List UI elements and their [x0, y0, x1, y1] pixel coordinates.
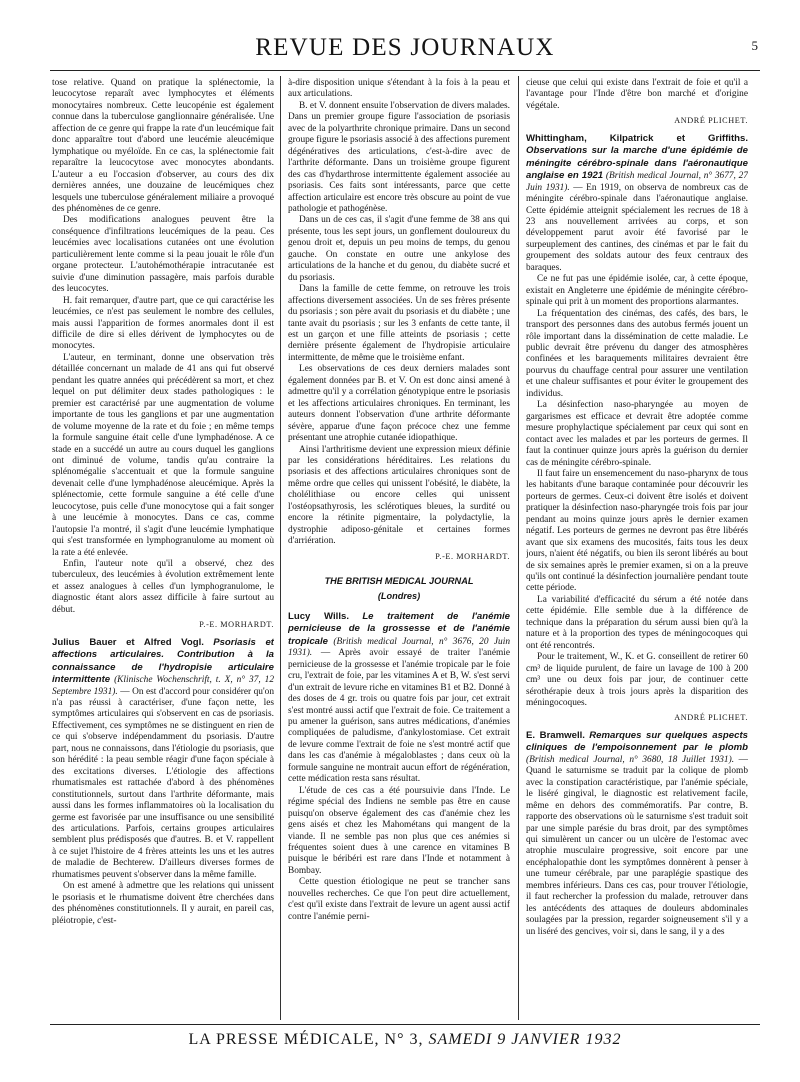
footer-publication: LA PRESSE MÉDICALE, N° 3,	[188, 1031, 424, 1048]
running-title: REVUE DES JOURNAUX	[255, 34, 555, 61]
article-authors: E. Bramwell.	[526, 729, 585, 741]
column-1	[52, 78, 274, 1020]
paragraph: La fréquentation des cinémas, des cafés, des bars, le transport des personnes dans des autobus fermés jouent un rôle important dans la dissémination de cette maladie. Le public devrait être prévenu du danger des atmosphères confinées et les baraquements militaires devraient être pourvus du chauffage central pour assurer une ventilation et une chaleur suffisantes et pour éviter le groupement des individus.	[526, 308, 748, 399]
paragraph: tose relative. Quand on pratique la splénectomie, la leucocytose reparaît avec lymphocytes et éléments monocytaires nombreux. Cette leucopénie est également connue dans la tuberculose ganglionnaire généralisée. Une affection de ce genre qui frappe la rate d'un leucémique fait donc apparaître tout d'abord une leucémie aleucémique lymphatique ou myéloïde. En ce cas, la splénectomie fait reparaître la leucocytose avec monocytes abondants. L'auteur a eu l'occasion d'observer, au cours des dix dernières années, une douzaine de leucémiques chez lesquels une tuberculose généralement miliaire a provoqué des phénomènes de ce genre.	[52, 78, 274, 214]
paragraph: La désinfection naso-pharyngée au moyen de gargarismes est efficace et devrait être adoptée comme mesure prophylactique spécialement par ceux qui sont en contact avec les malades et par les porteurs de germes. Il faut la continuer quinze jours après la guérison du dernier cas de méningite cérébro-spinale.	[526, 400, 748, 468]
article-heading	[526, 133, 748, 274]
paragraph: — On est d'accord pour considérer qu'on n'a pas réussi à caractériser, d'une façon nette, les symptômes articulaires qui s'observent en cas de psoriasis. Effectivement, ces symptômes ne se distinguent en rien de ce qui s'observe indépendamment du psoriasis. D'autre part, nous ne connaissons, dans l'étiologie du psoriasis, que son hérédité : la peau semble réagir d'une façon spéciale à des excitations diverses. L'étiologie des affections rhumatismales est rattachée d'abord à des phénomènes constitutionnels, surtout dans l'arthrite déformante, mais aussi dans les formes inflammatoires où la localisation du germe est favorisée par une insuffisance ou une sensibilité des articulations. Parfois, certains groupes articulaires semblent plus prédisposés que d'autres. B. et V. rappellent à ce sujet l'histoire de 4 frères atteints les uns et les autres de maladie de Bechterew. D'ailleurs diverses formes de rhumatismes peuvent s'observer dans la même famille.	[52, 686, 274, 880]
paragraph: Ce ne fut pas une épidémie isolée, car, à cette époque, existait en Angleterre une épidémie de méningite cérébro-spinale qui prit à un moment des proportions alarmantes.	[526, 274, 748, 308]
article-heading	[288, 611, 510, 786]
article-title: Remarques sur quelques aspects cliniques de l'empoisonnement par le plomb	[526, 729, 748, 754]
paragraph: L'étude de ces cas a été poursuivie dans l'Inde. Le régime spécial des Indiens ne semble pas être en cause puisqu'on observe également des cas d'anémie chez les gens aisés et chez les Mahométans qui mangent de la viande. Il ne semble pas non plus que ces anémies si fréquentes soient dues à une carence en vitamines B puisque le béribéri est rare dans l'Inde et notamment à Bombay.	[288, 785, 510, 876]
paragraph: Pour le traitement, W., K. et G. conseillent de retirer 60 cm³ de liquide purulent, de faire un lavage de 100 à 200 cm³ une ou deux fois par jour, de continuer cette sérothérapie deux à trois jours après la disparition des méningocoques.	[526, 652, 748, 709]
paragraph: Des modifications analogues peuvent être la conséquence d'infiltrations leucémiques de la peau. Ces leucémies avec localisations cutanées ont une évolution particulièrement lente comme si la peau jouait le rôle d'un organe protecteur. L'autohémothérapie intracutanée est suivie d'une diminution passagère, mais parfois durable des leucocytes.	[52, 215, 274, 295]
author-signature: ANDRÉ PLICHET.	[674, 116, 748, 126]
paragraph: — Quand le saturnisme se traduit par la colique de plomb avec la constipation caractéristique, par l'anémie spéciale, le liséré gingival, le diagnostic est relativement facile, même en dehors des commémoratifs. Par contre, B. rapporte des observations où le saturnisme s'est traduit soit par une simple parésie du bras droit, par des symptômes qui simulèrent un cancer ou un ulcère de l'estomac avec atrophie musculaire progressive, soit encore par une encéphalopathie dont les symptômes donnèrent à penser à une tumeur cérébrale, par une paraplégie spastique des membres inférieurs. Dans ces cas, pour trouver l'étiologie, il faut rechercher la profession du malade, retrouver dans les antécédents des attaques de douleurs abdominales soulagées par la pression, regarder soigneusement s'il y a un liséré des gencives, voir si, dans le sang, il y a des	[526, 754, 748, 937]
paragraph: Dans la famille de cette femme, on retrouve les trois affections diversement associées. Un de ses frères présente du psoriasis ; son père avait du psoriasis et du diabète ; une tante avait du psoriasis ; sur les 3 enfants de cette tante, il est un garçon et une fille atteints de psoriasis ; cette dernière présente également de l'hydropisie articulaire intermittente, de même que le troisième enfant.	[288, 284, 510, 363]
page-header	[50, 30, 760, 71]
paragraph: — En 1919, on observa de nombreux cas de méningite cérébro-spinale dans l'aéronautique anglaise. Cette épidémie atteignit spécialement les recrues de 18 à 23 ans nouvellement arrivées au corps, et son développement parut avoir été favorisé par le surpeuplement des cantines, des cinémas et par le fait du groupement des soldats autour des feux centraux des baraques.	[526, 182, 748, 273]
paragraph: à-dire disposition unique s'étendant à la fois à la peau et aux articulations.	[288, 78, 510, 100]
article-authors: Lucy Wills.	[288, 610, 349, 622]
author-signature: P.-E. MORHARDT.	[199, 620, 274, 630]
paragraph: Ainsi l'arthritisme devient une expression mieux définie par les considérations héréditaires. Les relations du psoriasis et des affections articulaires chroniques sont de même ordre que celles qui unissent l'obésité, le diabète, la cholélithiase ou encore celles qui unissent l'ostéopsathyrosis, les sclérotiques bleues, la surdité ou encore la rétinite pigmentaire, la polydactylie, la dystrophie adiposo-génitale et certaines formes d'arriération.	[288, 444, 510, 547]
page-number: 5	[751, 38, 758, 53]
article-title: Psoriasis et affections articulaires. Contribution à la connaissance de l'hydropisie articulaire intermittente	[52, 636, 274, 686]
paragraph: Enfin, l'auteur note qu'il a observé, chez des tuberculeux, des leucémies à évolution extrêmement lente et assez analogues à celles d'un lymphogranulome, le diagnostic étant alors assez difficile à faire surtout au début.	[52, 559, 274, 615]
article-heading	[52, 637, 274, 882]
footer-date: SAMEDI 9 JANVIER 1932	[428, 1031, 622, 1048]
paragraph: On est amené à admettre que les relations qui unissent le psoriasis et le rhumatisme doivent être cherchées dans des phénomènes constitutionnels. Il y aurait, en pareil cas, pléiotropie, c'est-	[52, 881, 274, 926]
paragraph: cieuse que celui qui existe dans l'extrait de foie et qu'il a l'avantage pour l'Inde d'être bon marché et d'origine végétale.	[526, 78, 748, 111]
article-heading	[526, 730, 748, 938]
article-reference: (British medical Journal, n° 3676, 20 Juin 1931).	[288, 636, 510, 659]
journal-section-city: (Londres)	[377, 591, 421, 602]
author-signature: P.-E. MORHARDT.	[435, 551, 510, 561]
journal-section-title: THE BRITISH MEDICAL JOURNAL	[324, 576, 474, 587]
article-authors: Julius Bauer et Alfred Vogl.	[52, 636, 204, 648]
author-signature: ANDRÉ PLICHET.	[674, 713, 748, 723]
article-reference: (British medical Journal, n° 3680, 18 Juillet 1931).	[526, 754, 735, 765]
paragraph: H. fait remarquer, d'autre part, que ce qui caractérise les leucémies, ce n'est pas seulement le nombre des cellules, mais aussi l'apparition de formes anormales dont il est difficile de dire si elles dérivent de lymphocytes ou de monocytes.	[52, 295, 274, 352]
article-title: Le traitement de l'anémie pernicieuse de la grossesse et de l'anémie tropicale	[288, 610, 510, 647]
article-authors: Whittingham, Kilpatrick et Griffiths.	[526, 132, 748, 144]
paragraph: L'auteur, en terminant, donne une observation très détaillée concernant un malade de 41 ans qui fut observé pendant les quatre années qui précédèrent sa mort, et chez lequel on put délimiter deux stades pathologiques : le premier est caractérisé par une augmentation de volume importante de tous les ganglions et par une augmentation de volume moyenne de la rate et du foie ; en même temps la formule sanguine était celle d'une lymphadénose. A ce stade en a succédé un autre au cours duquel les ganglions ont diminué de volume, tandis qu'au contraire la splénomégalie s'accentuait et que la formule sanguine devenait celle d'une lymphadénose aleucémique. Après la splénectomie, cette formule sanguine a été celle d'une leucocytose, puis celle d'une monocytose qui a fait songer à une leucémie à monocytes. Dans ce cas, comme l'autopsie l'a montré, il s'agit d'une leucémie lymphatique qui s'est transformée en lymphogranulome au moment où la rate a été enlevée.	[52, 352, 274, 558]
column-rule	[518, 76, 519, 1020]
column-rule	[280, 76, 281, 1020]
paragraph: La variabilité d'efficacité du sérum a été notée dans cette épidémie. Elle semble due à la différence de technique dans la préparation du sérum aussi bien qu'à la nature et à la proportion des types de méningocoques qui ont été rencontrés.	[526, 594, 748, 651]
paragraph: B. et V. donnent ensuite l'observation de divers malades. Dans un premier groupe figure l'association de psoriasis avec de la polyarthrite chronique primaire. Dans un second groupe figure le psoriasis associé à des affections purement dégénératives des articulations, c'est-à-dire avec de l'arthrite déformante. Dans un troisième groupe figurent des cas d'hydarthrose intermittente également associée au psoriasis. Ces faits sont intéressants, parce que cette affection articulaire est encore très obscure au point de vue pathologie et pathogénèse.	[288, 100, 510, 214]
paragraph: Dans un de ces cas, il s'agit d'une femme de 38 ans qui présente, tous les sept jours, un gonflement douloureux du genou droit et, depuis un peu moins de temps, du genou gauche. On constate en outre une ankylose des articulations de la hanche et du genou, du diabète sucré et du psoriasis.	[288, 215, 510, 283]
paragraph: Les observations de ces deux derniers malades sont également données par B. et V. On est donc ainsi amené à admettre qu'il y a corrélation génotypique entre le psoriasis et les affections articulaires chroniques. En terminant, les auteurs donnent l'observation d'une arthrite déformante sévère, apparue d'une façon précoce chez une femme présentant une atrophie cutanée idiopathique.	[288, 364, 510, 444]
article-reference: (Klinische Wochenschrift, t. X, n° 37, 12 Septembre 1931).	[52, 675, 274, 697]
paragraph: Il faut faire un ensemencement du naso-pharynx de tous les habitants d'une baraque contaminée pour découvrir les porteurs de germes. Ceux-ci doivent être isolés et doivent pratiquer la désinfection naso-pharyngée trois fois par jour pendant au moins quinze jours après le dernier examen négatif. Les porteurs de germes ne devront pas être libérés avant que six examens des mucosités, faits tous les deux jours, n'aient été négatifs, ou bien ils seront libérés au bout de six semaines après le premier examen, si on a la preuve qu'ils ont continué la désinfection journalière pendant toute cette période.	[526, 468, 748, 594]
article-title: Observations sur la marche d'une épidémie de méningite cérébro-spinale dans l'aéronautique anglaise en 1921	[526, 145, 748, 182]
column-3	[526, 78, 748, 1020]
page-footer	[50, 1024, 760, 1049]
paragraph: — Après avoir essayé de traiter l'anémie pernicieuse de la grossesse et l'anémie tropicale par le foie cru, l'extrait de foie, par les vitamines A et B, W. s'est servi d'un extrait de levure riche en vitamines B1 et B2. Donné à des doses de 4 gr. trois ou quatre fois par jour, cet extrait s'est montré aussi actif que l'extrait de foie. Ce traitement a pu amener la guérison, sans autres médications, d'anémies compliquées de paludisme, d'ankylostomiase. Cet extrait de levure comme l'extrait de foie ne s'est montré actif que dans les cas d'anémie à mégaloblastes ; dans ceux où la formule sanguine ne montrait aucun effort de régénération, cette médication resta sans résultat.	[288, 648, 510, 785]
column-2	[288, 78, 510, 1020]
article-reference: (British medical Journal, n° 3677, 27 Juin 1931).	[526, 171, 748, 193]
paragraph: Cette question étiologique ne peut se trancher sans nouvelles recherches. Ce que l'on peut dire actuellement, c'est qu'il existe dans l'extrait de levure un agent aussi actif contre l'anémie perni-	[288, 877, 510, 922]
